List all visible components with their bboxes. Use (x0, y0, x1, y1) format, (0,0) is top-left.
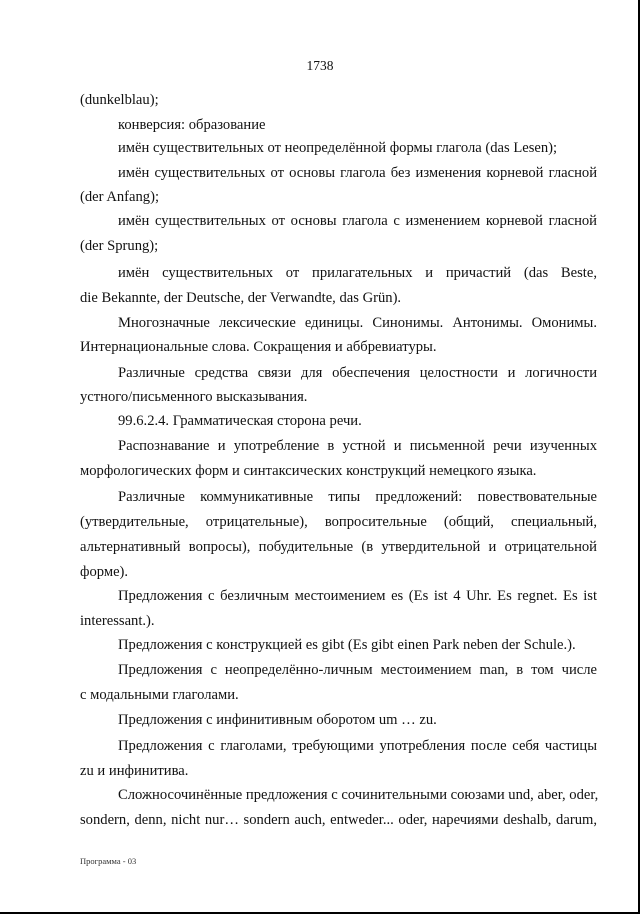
text-line: (der Anfang); (80, 189, 160, 205)
text-line: с модальными глаголами. (80, 687, 239, 703)
text-line: Интернациональные слова. Сокращения и аббревиатуры. (80, 339, 437, 355)
text-line: interessant.). (80, 613, 155, 629)
text-line: устного/письменного высказывания. (80, 389, 308, 405)
text-line: морфологических форм и синтаксических конструкций немецкого языка. (80, 463, 537, 479)
text-line: имён существительных от основы глагола с изменением корневой гласной (118, 213, 597, 229)
text-line: Предложения с инфинитивным оборотом um … zu. (118, 712, 437, 728)
text-line: (утвердительные, отрицательные), вопросительные (общий, специальный, (80, 514, 597, 530)
text-line: Предложения с безличным местоимением es (Es ist 4 Uhr. Es regnet. Es ist (118, 588, 597, 604)
text-line: альтернативный вопросы), побудительные (в утвердительной и отрицательной (80, 539, 597, 555)
text-line: (dunkelblau); (80, 92, 159, 108)
page-number: 1738 (306, 58, 334, 73)
text-line: Предложения с неопределённо-личным местоимением man, в том числе (118, 662, 597, 678)
text-line: Многозначные лексические единицы. Синонимы. Антонимы. Омонимы. (118, 315, 597, 331)
text-line: Предложения с глаголами, требующими употребления после себя частицы (118, 738, 597, 754)
text-line: конверсия: образование (118, 117, 266, 133)
text-line: Предложения с конструкцией es gibt (Es gibt einen Park neben der Schule.). (118, 637, 576, 653)
text-line: zu и инфинитива. (80, 763, 189, 779)
text-line: имён существительных от прилагательных и причастий (das Beste, (118, 265, 597, 281)
text-line: Распознавание и употребление в устной и письменной речи изученных (118, 438, 597, 454)
text-line: sondern, denn, nicht nur… sondern auch, entweder... oder, наречиями deshalb, darum, (80, 812, 597, 828)
text-line: имён существительных от основы глагола без изменения корневой гласной (118, 165, 597, 181)
text-line: (der Sprung); (80, 238, 159, 254)
text-line: Сложносочинённые предложения с сочинительными союзами und, aber, oder, (118, 787, 599, 803)
page-footer: Программа - 03 (80, 856, 137, 866)
text-line: Различные средства связи для обеспечения целостности и логичности (118, 365, 597, 381)
text-line: Различные коммуникативные типы предложений: повествовательные (118, 489, 597, 505)
text-line: форме). (80, 564, 129, 580)
text-line: имён существительных от неопределённой формы глагола (das Lesen); (118, 140, 558, 156)
text-line: die Bekannte, der Deutsche, der Verwandte, das Grün). (80, 290, 402, 306)
section-heading: 99.6.2.4. Грамматическая сторона речи. (118, 413, 362, 429)
